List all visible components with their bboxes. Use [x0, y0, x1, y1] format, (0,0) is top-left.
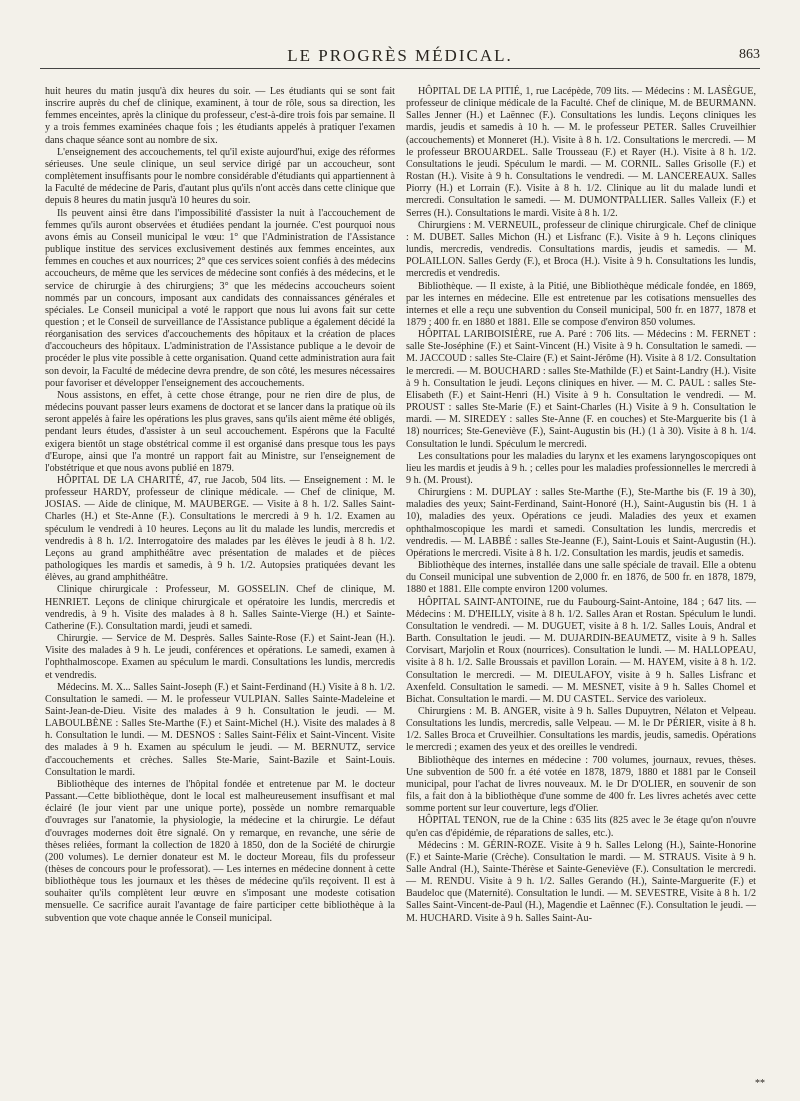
paragraph: Chirurgie. — Service de M. Desprès. Salles Sainte-Rose (F.) et Saint-Jean (H.). Visite des malades à 9 h. Le jeudi, conférences et opérations. Le samedi, examen à l'ophthalmoscope. Examen au spéculum le mardi. Consultations les lundis, mercredis et vendredis.: [45, 633, 395, 681]
paragraph: Les consultations pour les maladies du larynx et les examens laryngoscopiques ont lieu les mardis et jeudis à 9 h. ; celles pour les maladies professionnelles le mercredi à 9 h. (M. Proust).: [406, 450, 756, 486]
paragraph: Médecins : M. GÉRIN-ROZE. Visite à 9 h. Salles Lelong (H.), Sainte-Honorine (F.) et Sainte-Marie (Crèche). Consultation le mardi. — M. STRAUS. Visite à 9 h. Salle Andral (H.), Sainte-Thérèse et Sainte-Geneviève (F.). Consultation le mercredi. — M. RENDU. Visite à 9 h. 1/2. Salles Gerando (H.), Sainte-Marguerite (F.) et Baudeloc que (Maternité). Consultation le lundi. — M. SEVESTRE, Visite à 8 h. 1/2 Salles Saint-Vincent-de-Paul (H.), Magendie et Laënnec (F.). Consultation le jeudi. — M. HUCHARD. Visite à 9 h. Salles Saint-Au-: [406, 839, 756, 924]
paragraph: Bibliothèque des internes, installée dans une salle spéciale de travail. Elle a obtenu du Conseil municipal une subvention de 2,000 fr. en 1876, de 500 fr. en 1878, 1879, 1880 et 1881. Elle compte environ 1200 volumes.: [406, 560, 756, 596]
paragraph: Médecins. M. X... Salles Saint-Joseph (F.) et Saint-Ferdinand (H.) Visite à 8 h. 1/2. Consultation le samedi. — M. le professeur VULPIAN. Salles Sainte-Madeleine et Saint-Jean-de-Dieu. Visite des malades à 9 h. Consultation le jeudi. — M. LABOULBÈNE : Salles Ste-Marthe (F.) et Saint-Michel (H.). Visite des malades à 8 h. Consultation le lundi. — M. DESNOS : Salles Saint-Félix et Saint-Vincent. Visite des malades à 9 h. Examen au spéculum le jeudi. — M. BERNUTZ, service d'accouchements et crèches. Salles Ste-Marie, Saint-Bazile et Saint-Louis. Consultation le mardi.: [45, 681, 395, 778]
paragraph: HÔPITAL LARIBOISIÈRE, rue A. Paré : 706 lits. — Médecins : M. FERNET : salle Ste-Joséphine (F.) et Saint-Vincent (H.) Visite à 9 h. Consultation le samedi. — M. JACCOUD : salles Ste-Claire (F.) et Saint-Jérôme (H). Visite à 8 1/2. Consultation le mercredi. — M. BOUCHARD : salles Ste-Mathilde (F.) et Saint-Landry (H.). Visite à 9 h. Consultation le jeudi. Leçons cliniques en hiver. — M. C. PAUL : salles Ste-Elisabeth (F.) et Saint-Henri (H.) Visite à 9 h. Consultation le vendredi. — M. PROUST : salles Ste-Marie (F.) et Saint-Charles (H.) Visite à 9 h. Consultation le mardi. — M. SIREDEY : salles Ste-Anne (F. en couches) et Ste-Marguerite bis (1 à 18) nourrices; Ste-Geneviève (F.), Saint-Augustin bis (H.) (1 à 30). Visite à 8 h. 1/4. Consultation le lundi. Spéculum le mercredi.: [406, 329, 756, 450]
paragraph: HÔPITAL DE LA CHARITÉ, 47, rue Jacob, 504 lits. — Enseignement : M. le professeur HARDY, professeur de clinique médicale. — Chef de clinique, M. JOSIAS. — Aide de clinique, M. MAUBERGE. — Visite à 8 h. 1/2. Salles Saint-Charles (H.) et Ste-Anne (F.). Consultations le mercredi à 9 h. 1/2. Examen au spéculum le vendredi à 10 heures. Leçons au lit du malade les lundis, mercredis et vendredis à 8 h. 1/2. Interrogatoire des malades par les élèves le jeudi à 8 h. 1/2. Leçons au grand amphithéâtre avec présentation de malades et de pièces pathologiques les mardis et samedis, à 9 h. 1/2. Autopsies pratiquées devant les élèves, au grand amphithéâtre.: [45, 475, 395, 584]
left-column: [45, 86, 395, 925]
paragraph: Nous assistons, en effet, à cette chose étrange, pour ne rien dire de plus, de médecins pouvant passer leurs examens de doctorat et se lancer dans la pratique où ils seront appelés à faire les opérations les plus graves, sans qu'ils aient même été obligés, pendant leurs études, d'assister à un seul accouchement. Espérons que la Faculté exigera bientôt un stage obstétrical comme il est organisé dans presque tous les pays d'Europe, ainsi que l'a montré un rapport fait au Ministre, sur l'enseignement de l'obstétrique et que nous avons publié en 1879.: [45, 389, 395, 474]
right-column: [406, 86, 756, 925]
paragraph: HÔPITAL SAINT-ANTOINE, rue du Faubourg-Saint-Antoine, 184 ; 647 lits. — Médecins : M. D'HEILLY, visite à 8 h. 1/2. Salles Aran et Rostan. Spéculum le lundi. Consultation le vendredi. — M. DUGUET, visite à 8 h. 1/2. Salles Louis, Andral et Barth. Consultation le jeudi. — M. DUJARDIN-BEAUMETZ, visite à 9 h. Salles Corvisart, Marjolin et Roux (nourrices). Consultation le lundi. — M. HALLOPEAU, visite à 8 h. 1/2. Salle Broussais et pavillon Lorain. — M. HAYEM, visite à 8 h. 1/2. Consultation le mercredi. — M. DIEULAFOY, visite à 9 h. Salles Lisfranc et Axenfeld. Consultation le samedi. — M. MESNET, visite à 9 h. Salles Chomel et Bichat. Consultation le mardi. — M. DU CASTEL. Service des varioleux.: [406, 596, 756, 705]
page-number: 863: [739, 47, 760, 62]
journal-title: LE PROGRÈS MÉDICAL.: [287, 46, 513, 65]
paragraph: Chirurgiens : M. VERNEUIL, professeur de clinique chirurgicale. Chef de clinique : M. DUBET. Salles Michon (H.) et Lisfranc (F.). Visite à 9 h. Leçons cliniques lundis, mercredis, vendredis. Consultations mardis, jeudis et samedis. — M. POLAILLON. Salles Gerdy (F.), et Broca (H.). Visite à 9 h. Consultations les lundis, mercredis et vendredis.: [406, 219, 756, 280]
paragraph: L'enseignement des accouchements, tel qu'il existe aujourd'hui, exige des réformes sérieuses. Une seule clinique, un seul service dirigé par un accoucheur, sont complètement insuffisants pour le nombre considérable d'étudiants qui appartiennent à la Faculté de médecine de Paris, d'autant plus qu'ils n'ont accès dans cette clinique que depuis 8 heures du matin jusqu'à 10 heures du soir.: [45, 146, 395, 207]
page-header: [40, 46, 760, 69]
paragraph: Chirurgiens : M. DUPLAY : salles Ste-Marthe (F.), Ste-Marthe bis (F. 19 à 30), maladies des yeux; Saint-Ferdinand, Saint-Honoré (H.), Saint-Augustin bis (H. 1 à 10), maladies des yeux. Opérations ce jeudi. Maladies des yeux et examen ophthalmoscopique les mardi et samedi. Consultation les lundis, mercredis et vendredis. — M. LABBÉ : salles Ste-Jeanne (F.), Saint-Louis et Saint-Augustin (H.). Opérations le mercredi. Visite à 8 h. 1/2. Consultation les mardis, jeudis et samedis.: [406, 487, 756, 559]
paragraph: huit heures du matin jusqu'à dix heures du soir. — Les étudiants qui se sont fait inscrire auprès du chef de clinique, examinent, à tour de rôle, sous sa direction, les femmes enceintes, après la clinique du professeur, c'est-à-dire trois fois par semaine. Il y a trois femmes examinées chaque fois ; les étudiants appelés à pratiquer l'examen dans chaque séance sont au nombre de six.: [45, 86, 395, 146]
paragraph: Bibliothèque. — Il existe, à la Pitié, une Bibliothèque médicale fondée, en 1869, par les internes en médecine. Elle est entretenue par les cotisations mensuelles des internes et elle a reçu une subvention du Conseil municipal, 500 fr. en 1877, 1878 et 1879 ; 400 fr. en 1880 et 1881. Elle se compose d'environ 850 volumes.: [406, 280, 756, 328]
paragraph: Clinique chirurgicale : Professeur, M. GOSSELIN. Chef de clinique, M. HENRIET. Leçons de clinique chirurgicale et opératoire les lundis, mercredis et vendredis, à 9 h. Visite des malades à 8 h. Salles Sainte-Vierge (H.) et Sainte-Catherine (F.). Consultation mardi, jeudi et samedi.: [45, 584, 395, 632]
paragraph: Ils peuvent ainsi être dans l'impossibilité d'assister la nuit à l'accouchement de femmes qu'ils auront observées et étudiées pendant la journée. C'est pourquoi nous avons émis au Conseil municipal le vœu: 1° que l'Administration de l'Assistance publique institue des services exclusivement destinés aux femmes enceintes, aux femmes en couches et aux nourrices; 2° que ces services soient confiés à des médecins accoucheurs, de même que les services de médecine sont confiés à des médecins, et le service de chirurgie à des chirurgiens; 3° que les médecins accoucheurs soient nommés par un concours, imposant aux candidats des connaissances générales et spéciales. Le Conseil municipal a voté le rapport que nous lui avons fait sur cette question ; et le Conseil de surveillance de l'Assistance publique a également décidé la réorganisation des services d'accouchements des hôpitaux et la création de places d'accoucheurs des hôpitaux. L'administration de l'Assistance publique a le devoir de procéder le plus vite possible à cette organisation. Quand cette administration aura fait son devoir, la Faculté de médecine devra prendre, de son côté, les mesures nécessaires pour favoriser et développer l'enseignement des accouchements.: [45, 207, 395, 389]
paragraph: Bibliothèque des internes en médecine : 700 volumes, journaux, revues, thèses. Une subvention de 500 fr. a été votée en 1878, 1879, 1880 et 1881 par le Conseil municipal, pour l'achat de livres nouveaux. M. le Dr D'OLIER, en souvenir de son fils, a fait don à la bibliothèque d'une somme de 400 fr. Les livres achetés avec cette somme portent sur leur couverture, legs d'Olier.: [406, 754, 756, 815]
paragraph: Chirurgiens : M. B. ANGER, visite à 9 h. Salles Dupuytren, Nélaton et Velpeau. Consultations les lundis, mercredis, salle Velpeau. — M. le Dr PÉRIER, visite à 8 h. 1/2. Salles Broca et Cruveilhier. Consultations les mardis, jeudis, samedis. Opérations le mercredi ; examen des yeux et des oreilles le vendredi.: [406, 705, 756, 754]
paragraph: Bibliothèque des internes de l'hôpital fondée et entretenue par M. le docteur Passant.—Cette bibliothèque, dont le local est malheureusement insuffisant et mal éclairé (le jour vient par une unique porte), possède un nombre remarquable d'ouvrages sur l'anatomie, la physiologie, la médecine et la chirurgie. Le défaut d'ouvrages modernes doit être signalé. On y remarque, en revanche, une série de thèses reliées, formant la collection de 1820 à 1850, don de la Société de chirurgie (200 volumes). Le dernier donateur est M. le docteur Moreau, fils du professeur (thèses de concours pour le professorat). — Les internes en médecine donnent à cette bibliothèque tous les journaux et les thèses de médecine qu'ils reçoivent. Il est à souhaiter qu'ils complètent leur œuvre en s'imposant une modeste cotisation mensuelle. Ce sacrifice aurait l'avantage de faire participer cette bibliothèque à la subvention que vote chaque année le Conseil municipal.: [45, 778, 395, 924]
footer-mark: **: [755, 1078, 765, 1089]
paragraph: HÔPITAL DE LA PITIÉ, 1, rue Lacépède, 709 lits. — Médecins : M. LASÈGUE, professeur de clinique médicale de la Faculté. Chef de clinique, M. de BEURMANN. Salles Jenner (H.) et Laënnec (F.). Consultations les lundis. Leçons cliniques les mardis, jeudis et samedis à 10 h. — M. le professeur PETER. Salles Cruveilhier (accouchements) et Monneret (H.). Visite à 8 h. 1/2. Consultations le mercredi. — M le professeur BROUARDEL. Salle Trousseau (F.) et Rayer (H.). Visite à 8 h. 1/2. Consultations le jeudi. Spéculum le mardi. — M. CORNIL. Salles Grisolle (F.) et Rostan (H.). Visite à 9 h. Consultations le vendredi. — M. LANCEREAUX. Salles Piorry (H.) et Lorrain (F.). Visite à 8 h. 1/2. Clinique au lit du malade lundi et mercredi. Consultation le samedi. — M. DUMONTPALLIER. Salles Valleix (F.) et Serres (H.). Consultations le mardi. Visite à 8 h. 1/2.: [406, 86, 756, 219]
paragraph: HÔPITAL TENON, rue de la Chine : 635 lits (825 avec le 3e étage qu'on n'ouvre qu'en cas d'épidémie, de réparations de salles, etc.).: [406, 815, 756, 839]
